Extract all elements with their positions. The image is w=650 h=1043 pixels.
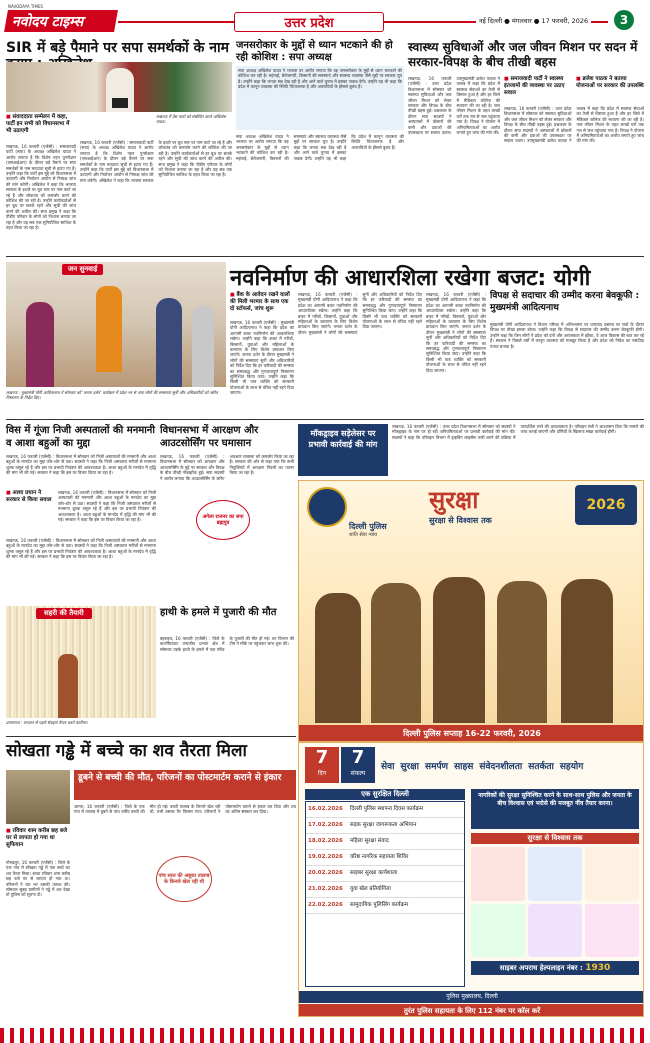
health-body-right: लखनऊ, 16 फरवरी (एजेंसी) : उत्तर प्रदेश विधानसभा में सोमवार को स्वास्थ्य सुविधाओं और जल जीवन मिशन को लेकर सरकार और विपक्ष के बीच तीखी बहस हुई। प्रश्नकाल के दौरान सपा सदस्यों ने अस्पतालों में डॉक्टरों की कमी और दवाओं की उपलब्धता पर सवाल उठाए। उपमुख्यमंत्री ब्रजेश पाठक ने जवाब में कहा कि प्रदेश में स्वास्थ्य सेवाओं का तेजी से विस्तार हुआ है और हर जिले में मेडिकल कॉलेज की स्थापना की जा रही है। जल जीवन मिशन के तहत लाखों घरों तक नल से जल पहुंचाया गया है। विपक्ष ने योजना में अनियमितताओं का आरोप लगाते हुए जांच की मांग की।	[504, 106, 644, 144]
trust-label: सुरक्षा से विश्वास तक	[471, 833, 639, 844]
pledges-list	[381, 747, 639, 783]
pledge-item: समर्पण	[424, 761, 449, 772]
seven-days-num: 7	[315, 747, 329, 768]
health-body-left: लखनऊ, 16 फरवरी (एजेंसी) : उत्तर प्रदेश विधानसभा में सोमवार को स्वास्थ्य सुविधाओं और जल जीवन मिशन को लेकर सरकार और विपक्ष के बीच तीखी बहस हुई। प्रश्नकाल के दौरान सपा सदस्यों ने अस्पतालों में डॉक्टरों की कमी और दवाओं की उपलब्धता पर सवाल उठाए। उपमुख्यमंत्री ब्रजेश पाठक ने जवाब में कहा कि प्रदेश में स्वास्थ्य सेवाओं का तेजी से विस्तार हुआ है और हर जिले में मेडिकल कॉलेज की स्थापना की जा रही है। जल जीवन मिशन के तहत लाखों घरों तक नल से जल पहुंचाया गया है। विपक्ष ने योजना में अनियमितताओं का आरोप लगाते हुए जांच की मांग की।	[408, 76, 500, 136]
helpline-label: साइबर अपराध हेल्पलाइन नंबर :	[499, 964, 583, 972]
divider-2	[6, 419, 644, 420]
rice-photo	[6, 606, 156, 718]
schedule-event: सामुदायिक पुलिसिंग कार्यक्रम	[350, 902, 408, 908]
sir-body-cont: लखनऊ, 16 फरवरी (एजेंसी) : समाजवादी पार्टी (सपा) के अध्यक्ष अखिलेश यादव ने आरोप लगाया है कि विशेष गहन पुनरीक्षण (एसआईआर) के दौरान बड़े पैमाने पर सपा समर्थकों के नाम मतदाता सूची से हटाए गए हैं। उन्होंने कहा कि पार्टी इस मुद्दे को विधानसभा में उठाएगी और निर्वाचन आयोग से निष्पक्ष जांच की मांग करेगी। अखिलेश ने कहा कि भाजपा सरकार के इशारे पर बूथ स्तर पर नाम काटे जा रहे हैं और लोकतंत्र को कमजोर करने की कोशिश की जा रही है। उन्होंने कार्यकर्ताओं से हर बूथ पर सतर्क रहने और सूची की जांच करने की अपील की। सपा प्रमुख ने कहा कि पीडीए परिवार के लोगों को निशाना बनाया जा रहा है और यह सब एक सुनियोजित साजिश के तहत किया जा रहा है।	[80, 140, 232, 183]
ad-footer: पुलिस मुख्यालय, दिल्ली	[299, 991, 644, 1003]
officer-2	[371, 583, 421, 723]
schedule-row	[306, 850, 464, 866]
worker-figure	[58, 654, 78, 718]
health-sub2: ■ ब्रजेश पाठक ने बताया योजनाओं पर सरकार की उपलब्धि	[576, 76, 644, 90]
person-figure-2	[156, 298, 182, 387]
lock-icon	[528, 904, 582, 958]
shield-icon	[471, 847, 525, 901]
schedule-row	[306, 818, 464, 834]
priest-body: बहराइच, 16 फरवरी (एजेंसी) : जिले के कतर्नियाघाट वन्यजीव प्रभाग क्षेत्र में सोमवार तड़के हाथी के हमले में एक मंदिर के पुजारी की मौत हो गई। वन विभाग की टीम ने मौके पर पहुंचकर जांच शुरू की।	[160, 636, 294, 652]
schedule-row	[306, 834, 464, 850]
schedule-event: युवा खेल प्रतियोगिता	[350, 886, 391, 892]
microphone-icon	[112, 98, 128, 108]
schedule-date: 17.02.2026	[308, 822, 343, 828]
seven-pledges-label: संकल्प	[350, 770, 366, 777]
police-emblem	[307, 487, 347, 527]
schedule-row	[306, 866, 464, 882]
drown-pull-quote: पांच साल की अबूका तालाब के किनारे खेल रही थी	[158, 873, 210, 885]
schedule-rows	[306, 802, 464, 914]
police-motto: शांति सेवा न्याय	[349, 532, 378, 538]
schedule-table	[305, 801, 465, 987]
emergency-strip: तुरंत पुलिस सहायता के लिए 112 नंबर पर कॉल करें	[299, 1004, 644, 1017]
schedule-event: सड़क सुरक्षा जागरूकता अभियान	[350, 822, 417, 828]
brand-small: NAVODAYA TIMES	[8, 4, 44, 9]
seven-pledges-box	[341, 747, 375, 783]
sir-photo	[6, 62, 232, 112]
jansarokar-body: सपा अध्यक्ष अखिलेश यादव ने भाजपा पर आरोप लगाया कि वह जनसरोकार के मुद्दों से ध्यान भटकाने की कोशिश कर रही है। महंगाई, बेरोजगारी, किसानों की समस्याएं और स्वास्थ्य व्यवस्था जैसे मुद्दों पर सरकार चुप है। उन्होंने कहा कि जनता सब देख रही है और आने वाले चुनाव में इसका जवाब देगी। उन्होंने यह भी कहा कि प्रदेश में कानून व्यवस्था की स्थिति चिंताजनक है और अपराधियों के हौसले बुलंद हैं।	[236, 134, 404, 161]
hospital-body-c: लखनऊ, 16 फरवरी (एजेंसी) : विधानसभा में सोमवार को निजी अस्पतालों की मनमानी और आशा बहुओं के मानदेय का मुद्दा जोर-शोर से उठा। सदस्यों ने कहा कि निजी अस्पताल मरीजों से मनमाना शुल्क वसूल रहे हैं और इस पर प्रभावी नियंत्रण की आवश्यकता है। आशा बहुओं के मानदेय में वृद्धि की मांग भी की गई। सरकार ने कहा कि इस पर विचार किया जा रहा है।	[6, 538, 156, 560]
hospital-sub: ■ आशा प्रधान ने सरकार से किया सवाल	[6, 490, 56, 504]
service-icons	[471, 847, 639, 957]
outsourcing-pull	[196, 500, 250, 540]
officer-3	[433, 577, 485, 723]
officer-1	[315, 593, 361, 723]
photo-tag: जन सुनवाई	[62, 264, 103, 275]
health-sub1: ■ समाजवादी पार्टी ने स्वास्थ्य इंतजामों की व्यवस्था पर उठाए सवाल	[504, 76, 572, 97]
sir-body: लखनऊ, 16 फरवरी (एजेंसी) : समाजवादी पार्टी (सपा) के अध्यक्ष अखिलेश यादव ने आरोप लगाया है कि विशेष गहन पुनरीक्षण (एसआईआर) के दौरान बड़े पैमाने पर सपा समर्थकों के नाम मतदाता सूची से हटाए गए हैं। उन्होंने कहा कि पार्टी इस मुद्दे को विधानसभा में उठाएगी और निर्वाचन आयोग से निष्पक्ष जांच की मांग करेगी। अखिलेश ने कहा कि भाजपा सरकार के इशारे पर बूथ स्तर पर नाम काटे जा रहे हैं और लोकतंत्र को कमजोर करने की कोशिश की जा रही है। उन्होंने कार्यकर्ताओं से हर बूथ पर सतर्क रहने और सूची की जांच करने की अपील की। सपा प्रमुख ने कहा कि पीडीए परिवार के लोगों को निशाना बनाया जा रहा है और यह सब एक सुनियोजित साजिश के तहत किया जा रहा है।	[6, 144, 76, 231]
anniversary-year: 2026	[586, 497, 626, 513]
helpline-number: 1930	[585, 963, 611, 973]
seven-days-label: दिन	[317, 770, 327, 777]
schedule-date: 16.02.2026	[308, 806, 343, 812]
child-headline: सोखता गड्ढे में बच्चे का शव तैरता मिला	[6, 741, 247, 761]
schedule-date: 19.02.2026	[308, 854, 343, 860]
outsourcing-headline: विधानसभा में आरक्षण और आउटसोर्सिंग पर घमासान	[160, 425, 259, 449]
hospital-body-a: लखनऊ, 16 फरवरी (एजेंसी) : विधानसभा में सोमवार को निजी अस्पतालों की मनमानी और आशा बहुओं के मानदेय का मुद्दा जोर-शोर से उठा। सदस्यों ने कहा कि निजी अस्पताल मरीजों से मनमाना शुल्क वसूल रहे हैं और इस पर प्रभावी नियंत्रण की आवश्यकता है। आशा बहुओं के मानदेय में वृद्धि की मांग भी की गई। सरकार ने कहा कि इस पर विचार किया जा रहा है।	[6, 454, 156, 476]
surakhsa-title: सुरक्षा	[429, 486, 479, 514]
child-sub: ■ रविवार शाम करीब छह बजे घर से लापता हो गया था सुफियान	[6, 828, 70, 849]
priest-headline: हाथी के हमले में पुजारी की मौत	[160, 607, 277, 618]
yogi-body-b: लखनऊ, 16 फरवरी (एजेंसी) : मुख्यमंत्री योगी आदित्यनाथ ने कहा कि प्रदेश का आगामी बजट नवनिर्माण की आधारशिला रखेगा। उन्होंने कहा कि बजट में गरीबों, किसानों, युवाओं और महिलाओं के कल्याण के लिए विशेष प्रावधान किए जाएंगे। जनता दर्शन के दौरान मुख्यमंत्री ने लोगों की समस्याएं सुनीं और अधिकारियों को निर्देश दिए कि हर फरियादी की समस्या का समयबद्ध और गुणवत्तापूर्ण निस्तारण सुनिश्चित किया जाए। उन्होंने कहा कि किसी भी पात्र व्यक्ति को सरकारी योजनाओं के लाभ से वंचित नहीं रहने दिया जाएगा।	[298, 292, 422, 335]
hospital-body-b: लखनऊ, 16 फरवरी (एजेंसी) : विधानसभा में सोमवार को निजी अस्पतालों की मनमानी और आशा बहुओं के मानदेय का मुद्दा जोर-शोर से उठा। सदस्यों ने कहा कि निजी अस्पताल मरीजों से मनमाना शुल्क वसूल रहे हैं और इस पर प्रभावी नियंत्रण की आवश्यकता है। आशा बहुओं के मानदेय में वृद्धि की मांग भी की गई। सरकार ने कहा कि इस पर विचार किया जा रहा है।	[58, 490, 156, 523]
schedule-event: दिल्ली पुलिस स्थापना दिवस कार्यक्रम	[350, 806, 424, 812]
schedule-date: 21.02.2026	[308, 886, 343, 892]
program-title: एक सुरक्षित दिल्ली	[305, 789, 465, 800]
opposition-headline: विपक्ष से सदाचार की उम्मीद करना बेवकूफी : मुख्यमंत्री आदित्यनाथ	[490, 291, 640, 313]
schedule-date: 20.02.2026	[308, 870, 343, 876]
bell-icon	[585, 904, 639, 958]
mock-title: मॉकड्राइव सड़ेलेसर पर प्रभावी कार्रवाई की मांग	[308, 429, 378, 449]
divider-1	[6, 256, 644, 257]
section-title: उत्तर प्रदेश	[284, 16, 334, 31]
outsourcing-body: लखनऊ, 16 फरवरी (एजेंसी) : विधानसभा में सोमवार को आरक्षण और आउटसोर्सिंग के मुद्दे पर सरकार और विपक्ष के बीच तीखी नोकझोंक हुई। सपा सदस्यों ने आरोप लगाया कि आउटसोर्सिंग के जरिए आरक्षण व्यवस्था को कमजोर किया जा रहा है। सरकार की ओर से कहा गया कि सभी नियुक्तियों में आरक्षण नियमों का पालन किया जा रहा है।	[160, 454, 294, 481]
pledge-item: सहयोग	[559, 761, 584, 772]
pull-quote: अगेला राजनर का सपा ब्रह्मपुत्र	[202, 514, 244, 526]
child-body: गोरखपुर, 16 फरवरी (एजेंसी) : जिले के एक गांव में सोखता गड्ढे में एक बच्चे का शव तैरता मिला। बच्चा रविवार शाम करीब छह बजे घर से लापता हो गया था। परिजनों ने रात भर उसकी तलाश की। सोमवार सुबह ग्रामीणों ने गड्ढे में शव देखा तो पुलिस को सूचना दी।	[6, 860, 70, 898]
police-week-banner	[299, 725, 644, 742]
story-jansarokar	[236, 40, 404, 255]
rice-caption: प्रयागराज : रमज़ान से पहले सेवइयां तैयार करते कारीगर।	[6, 720, 88, 725]
drown-pull	[156, 856, 212, 902]
pledge-item: सेवा	[381, 761, 395, 772]
rice-tag: सहरी की तैयारी	[36, 608, 92, 619]
phone-icon	[585, 847, 639, 901]
drown-body: आगरा, 16 फरवरी (एजेंसी) : जिले के एक गांव में तालाब में डूबने से पांच वर्षीय बच्ची की मौत हो गई। बच्ची तालाब के किनारे खेल रही थी, तभी उसका पैर फिसल गया। परिजनों ने पोस्टमार्टम कराने से इंकार कर दिया और शव का अंतिम संस्कार कर दिया।	[74, 804, 296, 815]
sir-subhead: ■ संवाददाता सम्मेलन में कहा, पार्टी इन सभी को विधानसभा में भी उठाएगी	[6, 114, 76, 135]
person-figure-3	[192, 306, 214, 387]
drown-headline-box	[74, 770, 296, 800]
jansarokar-box: सपा अध्यक्ष अखिलेश यादव ने भाजपा पर आरोप लगाया कि वह जनसरोकार के मुद्दों से ध्यान भटकाने की कोशिश कर रही है। महंगाई, बेरोजगारी, किसानों की समस्याएं और स्वास्थ्य व्यवस्था जैसे मुद्दों पर सरकार चुप है। उन्होंने कहा कि जनता सब देख रही है और आने वाले चुनाव में इसका जवाब देगी। उन्होंने यह भी कहा कि प्रदेश में कानून व्यवस्था की स्थिति चिंताजनक है और अपराधियों के हौसले बुलंद हैं।	[236, 66, 404, 130]
yogi-body-c: लखनऊ, 16 फरवरी (एजेंसी) : मुख्यमंत्री योगी आदित्यनाथ ने कहा कि प्रदेश का आगामी बजट नवनिर्माण की आधारशिला रखेगा। उन्होंने कहा कि बजट में गरीबों, किसानों, युवाओं और महिलाओं के कल्याण के लिए विशेष प्रावधान किए जाएंगे। जनता दर्शन के दौरान मुख्यमंत्री ने लोगों की समस्याएं सुनीं और अधिकारियों को निर्देश दिए कि हर फरियादी की समस्या का समयबद्ध और गुणवत्तापूर्ण निस्तारण सुनिश्चित किया जाए। उन्होंने कहा कि किसी भी पात्र व्यक्ति को सरकारी योजनाओं के लाभ से वंचित नहीं रहने दिया जाएगा।	[426, 292, 486, 373]
police-org: दिल्ली पुलिस	[349, 522, 387, 531]
police-ad-bottom	[298, 742, 644, 1017]
yogi-headline: नवनिर्माण की आधारशिला रखेगा बजट: योगी	[230, 266, 591, 291]
masthead	[6, 4, 644, 36]
anniversary-badge	[575, 485, 637, 525]
mock-body: लखनऊ, 16 फरवरी (एजेंसी) : उत्तर प्रदेश विधानसभा में सोमवार को सदस्यों ने मॉकड्राइव के नाम पर हो रही अनियमितताओं पर प्रभावी कार्रवाई की मांग की। सदस्यों ने कहा कि परिवहन विभाग में ड्राइविंग लाइसेंस जारी करने की प्रक्रिया में पारदर्शिता लाने की आवश्यकता है। परिवहन मंत्री ने आश्वासन दिया कि मामले की जांच कराई जाएगी और दोषियों के खिलाफ सख्त कार्रवाई होगी।	[392, 424, 644, 440]
page-number: 3	[614, 10, 634, 30]
yogi-caption: लखनऊ : मुख्यमंत्री योगी आदित्यनाथ ने सोमवार को 'जनता दर्शन' कार्यक्रम में प्रदेश भर से आए लोगों की समस्याएं सुनीं और अधिकारियों को त्वरित निस्तारण के निर्देश दिए।	[6, 390, 218, 400]
brand-name: नवोदय टाइम्स	[12, 14, 84, 30]
story-sir	[6, 40, 232, 255]
schedule-row	[306, 802, 464, 818]
seven-days-box	[305, 747, 339, 783]
schedule-event: महिला सुरक्षा संवाद	[350, 838, 389, 844]
police-ad-top	[298, 480, 644, 742]
pledge-item: साहस	[454, 761, 474, 772]
helpline-bar	[471, 961, 639, 975]
user-icon	[471, 904, 525, 958]
pledge-item: संवेदनशीलता	[479, 761, 523, 772]
officer-4	[497, 581, 547, 723]
pledge-item: सुरक्षा	[400, 761, 419, 772]
schedule-event: वरिष्ठ नागरिक सहायता शिविर	[350, 854, 409, 860]
sir-subhead-box	[6, 114, 76, 135]
police-week: दिल्ली पुलिस सप्ताह 16-22 फरवरी, 2026	[403, 729, 541, 738]
drown-headline: डूबने से बच्ची की मौत, परिजनों का पोस्टमार्टम कराने से इंकार	[78, 773, 282, 783]
seven-pledges-num: 7	[351, 747, 365, 768]
citizen-msg: नागरिकों की सुरक्षा सुनिश्चित करने के साथ-साथ पुलिस और जनता के बीच विश्वास एवं भरोसे की मजबूत नींव तैयार करना।	[471, 789, 639, 829]
yogi-body-a: लखनऊ, 16 फरवरी (एजेंसी) : मुख्यमंत्री योगी आदित्यनाथ ने कहा कि प्रदेश का आगामी बजट नवनिर्माण की आधारशिला रखेगा। उन्होंने कहा कि बजट में गरीबों, किसानों, युवाओं और महिलाओं के कल्याण के लिए विशेष प्रावधान किए जाएंगे। जनता दर्शन के दौरान मुख्यमंत्री ने लोगों की समस्याएं सुनीं और अधिकारियों को निर्देश दिए कि हर फरियादी की समस्या का समयबद्ध और गुणवत्तापूर्ण निस्तारण सुनिश्चित किया जाए। उन्होंने कहा कि किसी भी पात्र व्यक्ति को सरकारी योजनाओं के लाभ से वंचित नहीं रहने दिया जाएगा।	[230, 320, 294, 396]
dateline: नई दिल्ली ● मंगलवार ● 17 फरवरी, 2026	[476, 16, 591, 25]
bottom-edge	[0, 1028, 650, 1043]
child-photo	[6, 770, 70, 824]
divider-3	[6, 736, 296, 737]
officer-5	[561, 579, 613, 723]
jansarokar-headline: जनसरोकार के मुद्दों से ध्यान भटकाने की हो रही कोशिश : सपा अध्यक्ष	[236, 40, 393, 63]
health-headline: स्वास्थ्य सुविधाओं और जल जीवन मिशन पर सदन में सरकार-विपक्ष के बीच तीखी बहस	[408, 40, 638, 69]
schedule-date: 18.02.2026	[308, 838, 343, 844]
yogi-figure	[96, 286, 122, 372]
yogi-photo	[6, 262, 226, 387]
surakhsa-tagline: सुरक्षा से विश्वास तक	[429, 516, 492, 525]
person-figure-1	[26, 302, 54, 387]
opposition-body: मुख्यमंत्री योगी आदित्यनाथ ने विधान परिषद में अभिभाषण पर धन्यवाद प्रस्ताव पर चर्चा के दौरान विपक्ष पर तीखा हमला बोला। उन्होंने कहा कि विपक्ष से सदाचार की उम्मीद करना बेवकूफी होगी। उन्होंने कहा कि जिन लोगों ने प्रदेश को दंगों और अराजकता में झोंका, वे आज विकास की बात कर रहे हैं। सरकार ने पिछले वर्षों में कानून व्यवस्था को मजबूत किया है और प्रदेश को निवेश का पसंदीदा गंतव्य बनाया है।	[490, 322, 644, 349]
pledge-item: सतर्कता	[528, 761, 554, 772]
hospital-headline: विस में गूंजा निजी अस्पतालों की मनमानी व आशा बहुओं का मुद्दा	[6, 425, 155, 449]
sir-caption: लखनऊ में प्रेस वार्ता को संबोधित करते अखिलेश यादव।	[156, 114, 226, 124]
story-health	[408, 40, 644, 255]
schedule-date: 22.02.2026	[308, 902, 343, 908]
schedule-event: साइबर सुरक्षा कार्यशाला	[350, 870, 398, 876]
mock-box	[298, 424, 388, 476]
schedule-row	[306, 898, 464, 914]
car-icon	[528, 847, 582, 901]
sir-headline: SIR में बड़े पैमाने पर सपा समर्थकों के नाम	[6, 40, 230, 56]
yogi-sub: ■ बैंक के आवेदन रखने वालों की मिली भरमार के साथ एक दो स्टॉफर्स, जांच शुरू	[230, 292, 294, 313]
schedule-row	[306, 882, 464, 898]
